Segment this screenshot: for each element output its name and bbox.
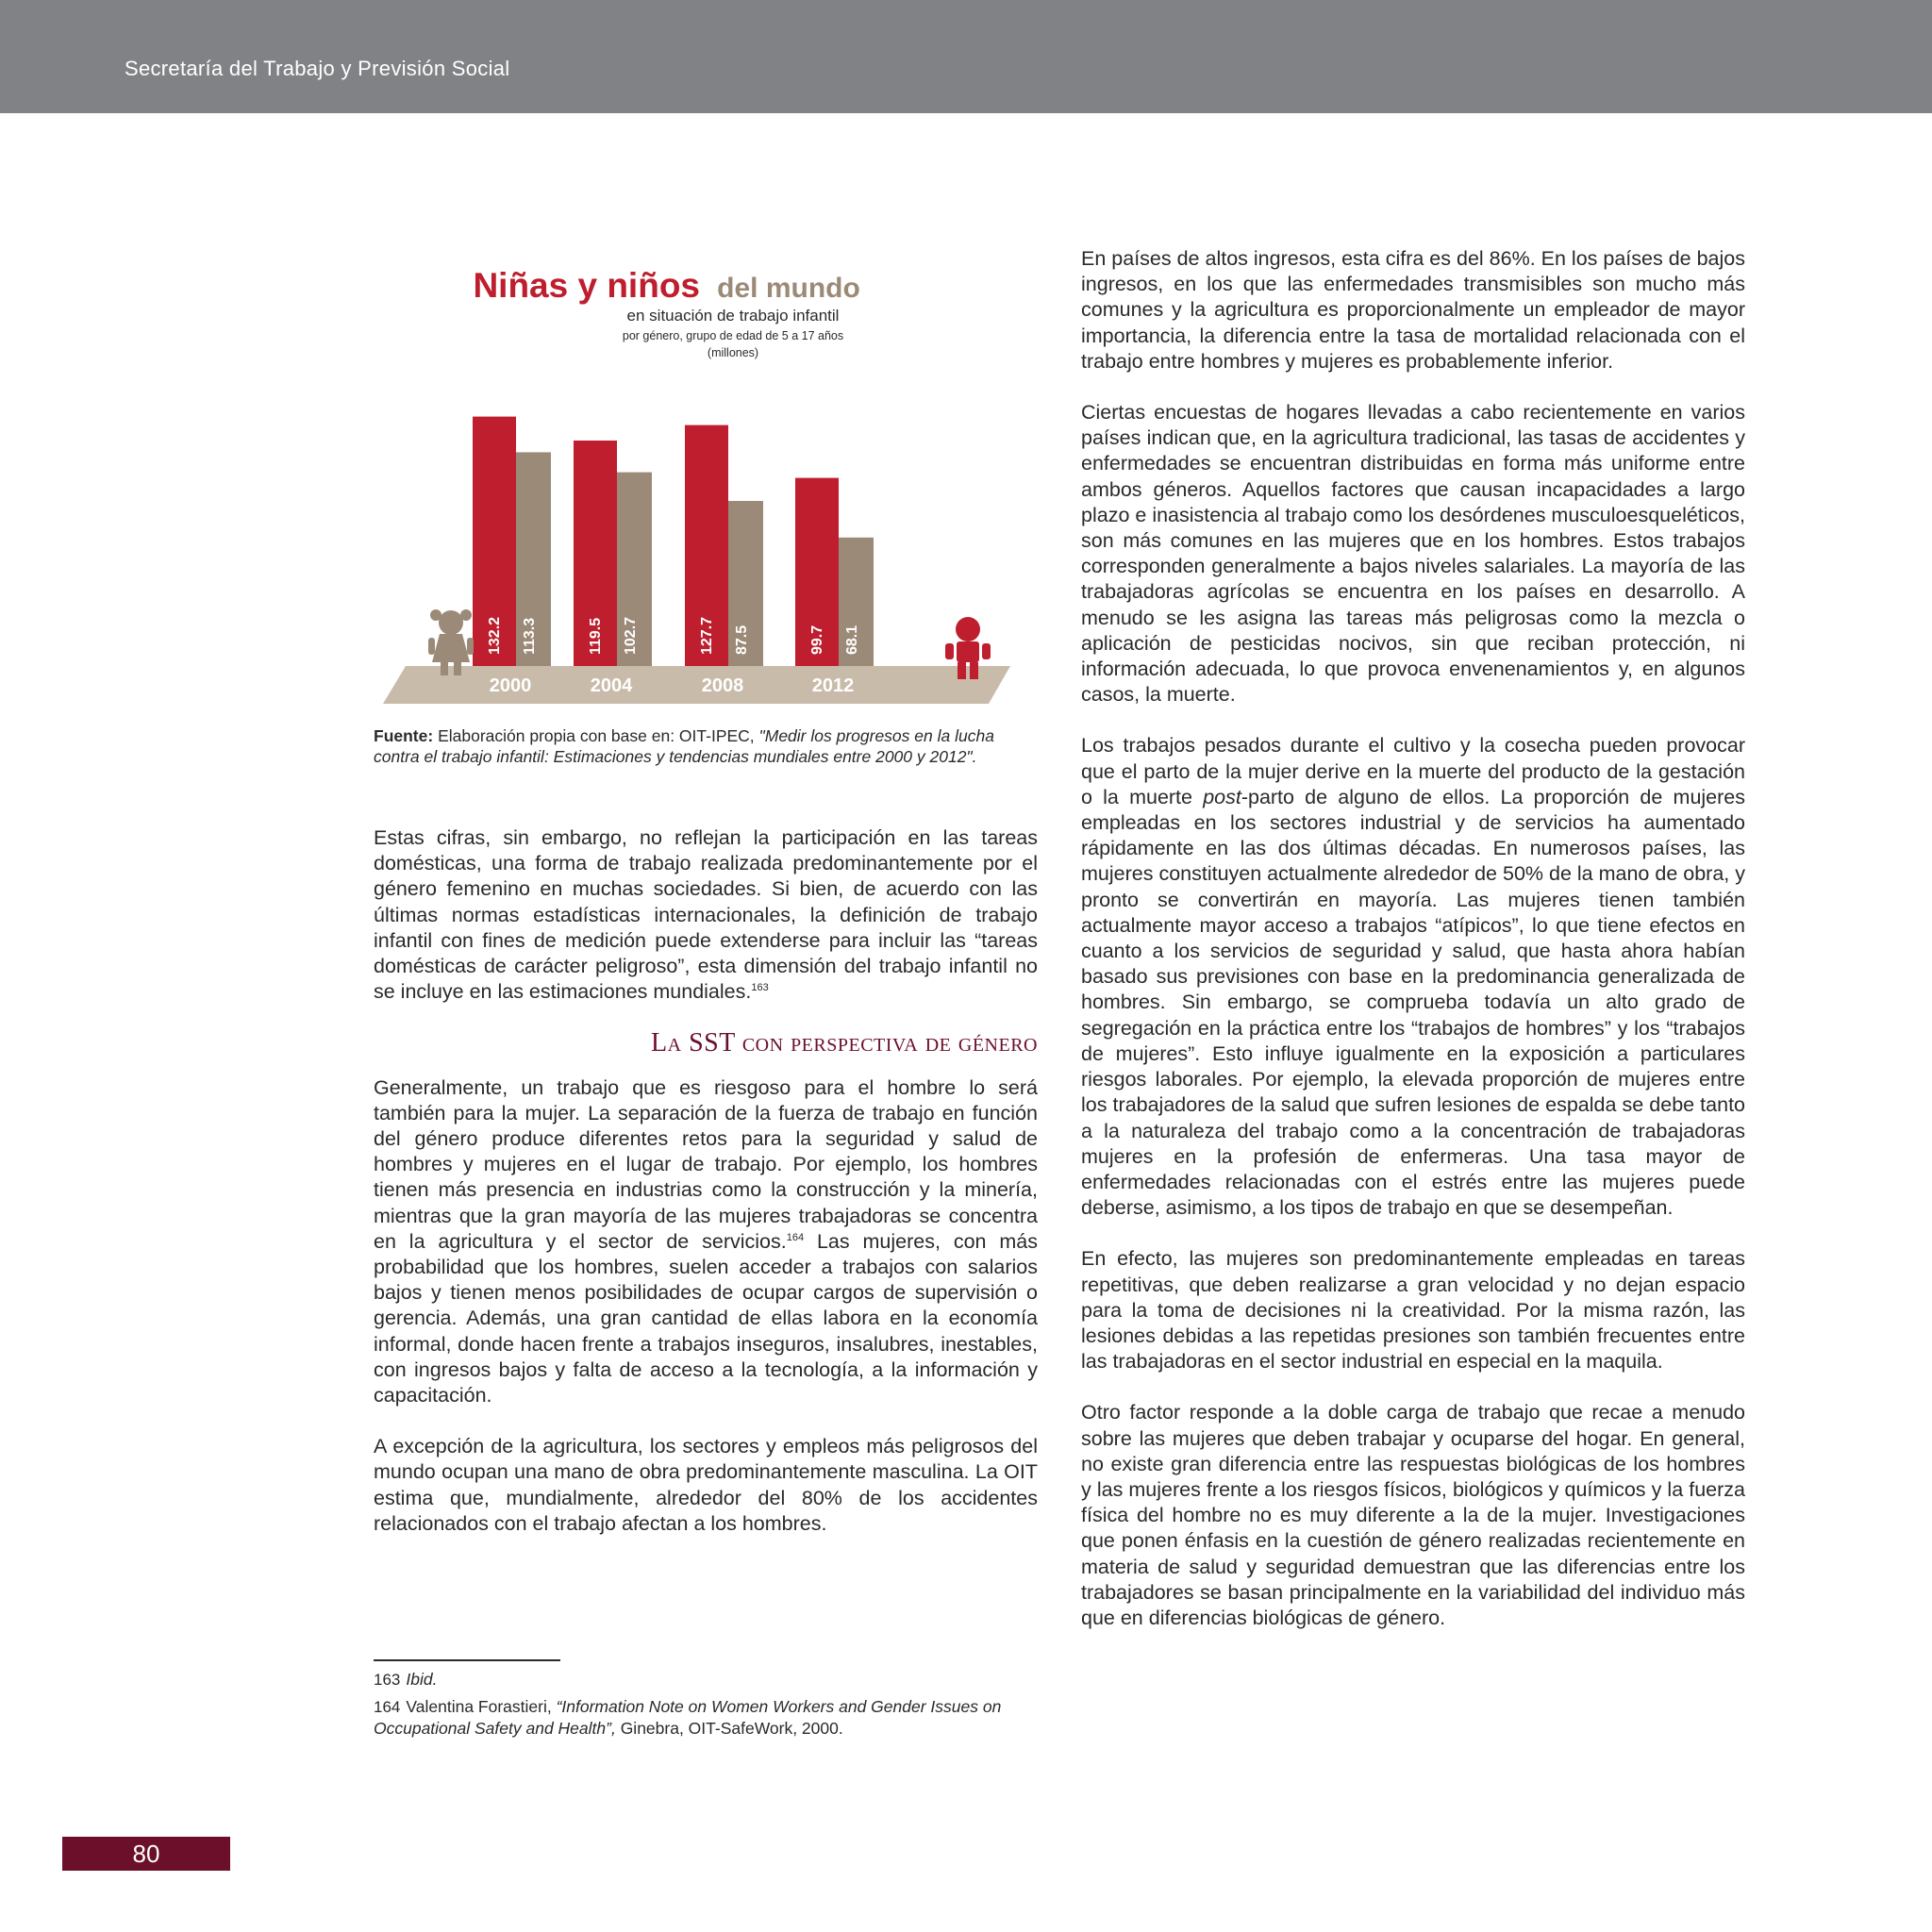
- bar-label-2012-series-2: 68.1: [844, 625, 860, 655]
- x-tick-label-2000: 2000: [489, 675, 532, 696]
- chart-source-caption: [374, 725, 1038, 767]
- page-number: 80: [132, 1840, 160, 1868]
- right-paragraph-2: Ciertas encuestas de hogares llevadas a cabo recientemente en varios países indican que, en la agricultura tradicional, las tasas de accidentes y enfermedades se encuentran distribuidas en forma más uniforme entre ambos géneros. Aquellos factores que causan incapacidades a largo plazo e inasistencia al trabajo como los desórdenes musculoesqueléticos, son más comunes en las mujeres que en los hombres. Estos trabajos corresponden generalmente a bajos niveles salariales. La mayoría de las trabajadoras agrícolas se encuentra en los países en desarrollo. A menudo se les asigna las tareas más peligrosas como la mezcla o aplicación de pesticidas nocivos, sin que reciban protección, ni información adecuada, lo que provoca envenenamientos y, en algunos casos, la muerte.: [1081, 401, 1745, 707]
- chart-ground-plate: [383, 666, 1010, 704]
- footnote-164: 164 Valentina Forastieri, “Information Note on Women Workers and Gender Issues on Occupational Safety and Health”, Ginebra, OIT-SafeWork, 2000.: [374, 1697, 1002, 1738]
- bar-label-2008-series-2: 87.5: [734, 625, 750, 655]
- caption-italic: "Medir los progresos en la lucha contra el trabajo infantil: Estimaciones y tendencias mundiales entre 2000 y 2012".: [374, 726, 994, 766]
- chart-bars: [473, 417, 874, 696]
- caption-text: Elaboración propia con base en: OIT-IPEC,: [433, 726, 759, 745]
- bar-label-2000-series-2: 113.3: [522, 617, 538, 655]
- bar-label-2012-series-1: 99.7: [809, 625, 825, 655]
- x-tick-label-2004: 2004: [590, 675, 633, 696]
- caption-label: Fuente:: [374, 726, 434, 745]
- footnote-163: 163 Ibid.: [374, 1670, 438, 1689]
- left-paragraph-2: Generalmente, un trabajo que es riesgoso para el hombre lo será también para la mujer. La separación de la fuerza de trabajo en función del género produce diferentes retos para la seguridad y salud de hombres y mujeres en el lugar de trabajo. Por ejemplo, los hombres tienen más presencia en industrias como la construcción y la minería, mientras que la gran mayoría de las mujeres trabajadoras se concentra en la agricultura y el sector de servicios.$^{164}$ Las mujeres, con más probabilidad que los hombres, suelen acceder a trabajos con salarios bajos y tienen menos posibilidades de ocupar cargos de supervisión o gerencia. Además, una gran cantidad de ellas labora en la economía informal, donde hacen frente a trabajos inseguros, insalubres, inestables, con ingresos bajos y falta de acceso a la tecnología, a la información y capacitación.: [374, 1075, 1038, 1407]
- chart-title: Niñas y niños: [473, 266, 700, 305]
- footnote-ref-163[interactable]: 163: [751, 982, 769, 994]
- right-paragraph-5: Otro factor responde a la doble carga de trabajo que recae a menudo sobre las mujeres que deben trabajar y ocuparse del hogar. En general, no existe gran diferencia entre las respuestas biológicas de los hombres y las mujeres frente a los riesgos físicos, biológicos y químicos y la fuerza física del hombre no es muy diferente a la de la mujer. Investigaciones que ponen énfasis en la cuestión de género realizadas recientemente en materia de salud y seguridad demuestran que las diferencias entre los trabajadores se basan principalmente en la variabilidad del individuo más que en diferencias biológicas de género.: [1081, 1401, 1745, 1629]
- bar-label-2000-series-1: 132.2: [487, 616, 503, 655]
- footnotes: [374, 1669, 1038, 1744]
- bar-label-2008-series-1: 127.7: [699, 616, 715, 655]
- header-title: Secretaría del Trabajo y Previsión Social: [125, 57, 510, 80]
- page-header: [0, 0, 1932, 113]
- right-column: [1081, 246, 1745, 1657]
- girl-icon: [428, 609, 474, 675]
- left-column: [374, 825, 1038, 1562]
- chart-subtitle: en situación de trabajo infantil: [626, 307, 840, 325]
- left-paragraph-3: A excepción de la agricultura, los sectores y empleos más peligrosos del mundo ocupan una mano de obra predominantemente masculina. La OIT estima que, mundialmente, alrededor del 80% de los accidentes relacionados con el trabajo afectan a los hombres.: [374, 1435, 1038, 1535]
- chart-subtitle-3: (millones): [707, 346, 759, 359]
- bar-label-2004-series-2: 102.7: [623, 616, 639, 655]
- x-tick-label-2008: 2008: [701, 675, 744, 696]
- footnote-divider: [374, 1659, 560, 1661]
- bar-label-2004-series-1: 119.5: [588, 617, 604, 655]
- chart-subtitle-2: por género, grupo de edad de 5 a 17 años: [622, 329, 844, 342]
- left-paragraph-1: Estas cifras, sin embargo, no reflejan la participación en las tareas domésticas, una forma de trabajo realizada predominantemente por el género femenino en muchas sociedades. Si bien, de acuerdo con las últimas normas estadísticas internacionales, la definición de trabajo infantil con fines de medición puede extenderse para incluir las “tareas domésticas de carácter peligroso”, esta dimensión del trabajo infantil no se incluye en las estimaciones mundiales.$^{163}$: [374, 826, 1038, 1004]
- right-paragraph-4: En efecto, las mujeres son predominantemente empleadas en tareas repetitivas, que deben realizarse a gran velocidad y no dejan espacio para la toma de decisiones ni la creatividad. Por la misma razón, las lesiones debidas a las repetidas presiones son también frecuentes entre las trabajadoras en el sector industrial en especial en la maquila.: [1081, 1247, 1745, 1374]
- right-paragraph-1: En países de altos ingresos, esta cifra es del 86%. En los países de bajos ingresos, en los que las enfermedades transmisibles son mucho más comunes y la agricultura es proporcionalmente un empleador de mayor importancia, la diferencia entre la tasa de mortalidad relacionada con el trabajo entre hombres y mujeres es probablemente inferior.: [1081, 247, 1745, 373]
- section-heading: La SST con perspectiva de género: [651, 1028, 1038, 1058]
- x-tick-label-2012: 2012: [811, 675, 855, 696]
- chart-title-suffix: del mundo: [717, 273, 860, 304]
- footnote-ref-164[interactable]: 164: [786, 1231, 805, 1243]
- child-labour-bar-chart: [374, 255, 1038, 717]
- right-paragraph-3: Los trabajos pesados durante el cultivo y la cosecha pueden provocar que el parto de la mujer derive en la muerte del producto de la gestación o la muerte post-parto de alguno de ellos. La proporción de mujeres empleadas en los sectores industrial y de servicios ha aumentado rápidamente en las dos últimas décadas. En numerosos países, las mujeres constituyen actualmente alrededor de 50% de la mano de obra, y pronto se convertirán en mayoría. Las mujeres tienen también actualmente mayor acceso a trabajos “atípicos”, lo que tiene efectos en cuanto a los servicios de seguridad y salud, que hasta ahora habían basado sus previsiones con base en la predominancia generalizada de hombres. Sin embargo, se comprueba todavía un alto grado de segregación en la práctica entre los “trabajos de hombres” y los “trabajos de mujeres”. Esto influye igualmente en la exposición a particulares riesgos laborales. Por ejemplo, la elevada proporción de mujeres entre los trabajadores de la salud que sufren lesiones de espalda se debe tanto a la naturaleza del trabajo como a la concentración de trabajadoras mujeres en la profesión de enfermeras. Una tasa mayor de enfermedades relacionadas con el estrés entre las mujeres puede deberse, asimismo, a los tipos de trabajo en que se desempeñan.: [1081, 734, 1745, 1220]
